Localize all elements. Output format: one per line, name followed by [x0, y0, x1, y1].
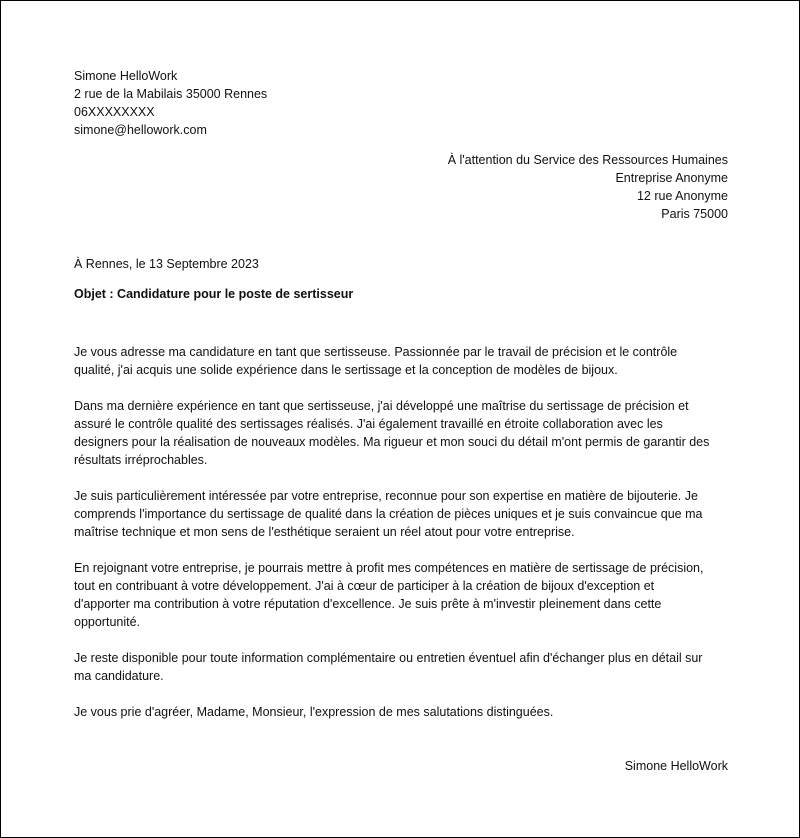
- paragraph-line: Je vous prie d'agréer, Madame, Monsieur, l'expression de mes salutations distinguées.: [74, 705, 554, 719]
- date-text: À Rennes, le 13 Septembre 2023: [74, 257, 259, 271]
- paragraph-line: d'apporter ma contribution à votre réputation d'excellence. Je suis prête à m'investir pleinement dans cette: [74, 597, 662, 611]
- recipient-company: Entreprise Anonyme: [615, 171, 728, 185]
- paragraph-3: [74, 487, 728, 541]
- paragraph-line: résultats irréprochables.: [74, 453, 208, 467]
- paragraph-line: assuré le contrôle qualité des sertissages réalisés. J'ai également travaillé en étroite collaboration avec les: [74, 417, 663, 431]
- paragraph-line: Je reste disponible pour toute information complémentaire ou entretien éventuel afin d'échanger plus en détail sur: [74, 651, 703, 665]
- paragraph-line: tout en contribuant à votre développement. J'ai à cœur de participer à la création de bijoux d'exception et: [74, 579, 655, 593]
- paragraph-4: [74, 559, 728, 631]
- subject-text: Objet : Candidature pour le poste de sertisseur: [74, 287, 354, 301]
- paragraph-5: [74, 649, 728, 685]
- paragraph-line: opportunité.: [74, 615, 141, 629]
- sender-block: [74, 67, 728, 139]
- recipient-street: 12 rue Anonyme: [636, 189, 728, 203]
- paragraph-2: [74, 397, 728, 469]
- paragraph-line: designers pour la réalisation de nouveaux modèles. Ma rigueur et mon souci du détail m'ont permis de garantir des: [74, 435, 710, 449]
- paragraph-line: Je suis particulièrement intéressée par votre entreprise, reconnue pour son expertise en matière de bijouterie. Je: [74, 489, 698, 503]
- paragraph-6: [74, 703, 728, 721]
- recipient-attention: À l'attention du Service des Ressources Humaines: [447, 153, 728, 167]
- paragraph-line: qualité, j'ai acquis une solide expérience dans le sertissage et la conception de modèles de bijoux.: [74, 363, 618, 377]
- paragraph-line: comprends l'importance du sertissage de qualité dans la création de pièces uniques et je suis convaincue que ma: [74, 507, 703, 521]
- paragraph-1: [74, 343, 728, 379]
- paragraph-line: Je vous adresse ma candidature en tant que sertisseuse. Passionnée par le travail de précision et le contrôle: [74, 345, 678, 359]
- signature-block: [74, 757, 728, 775]
- sender-phone: 06XXXXXXXX: [74, 105, 155, 119]
- paragraph-line: En rejoignant votre entreprise, je pourrais mettre à profit mes compétences en matière de sertissage de précision,: [74, 561, 704, 575]
- subject-line: [74, 285, 728, 303]
- paragraph-line: Dans ma dernière expérience en tant que sertisseuse, j'ai développé une maîtrise du sertissage de précision et: [74, 399, 689, 413]
- paragraph-line: ma candidature.: [74, 669, 164, 683]
- paragraph-line: maîtrise technique et mon sens de l'esthétique seraient un réel atout pour votre entreprise.: [74, 525, 575, 539]
- sender-name: Simone HelloWork: [74, 69, 178, 83]
- sender-email: simone@hellowork.com: [74, 123, 207, 137]
- recipient-block: [74, 151, 728, 223]
- signature-name: Simone HelloWork: [624, 759, 728, 773]
- recipient-city: Paris 75000: [661, 207, 728, 221]
- date-line: [74, 255, 728, 273]
- sender-address: 2 rue de la Mabilais 35000 Rennes: [74, 87, 268, 101]
